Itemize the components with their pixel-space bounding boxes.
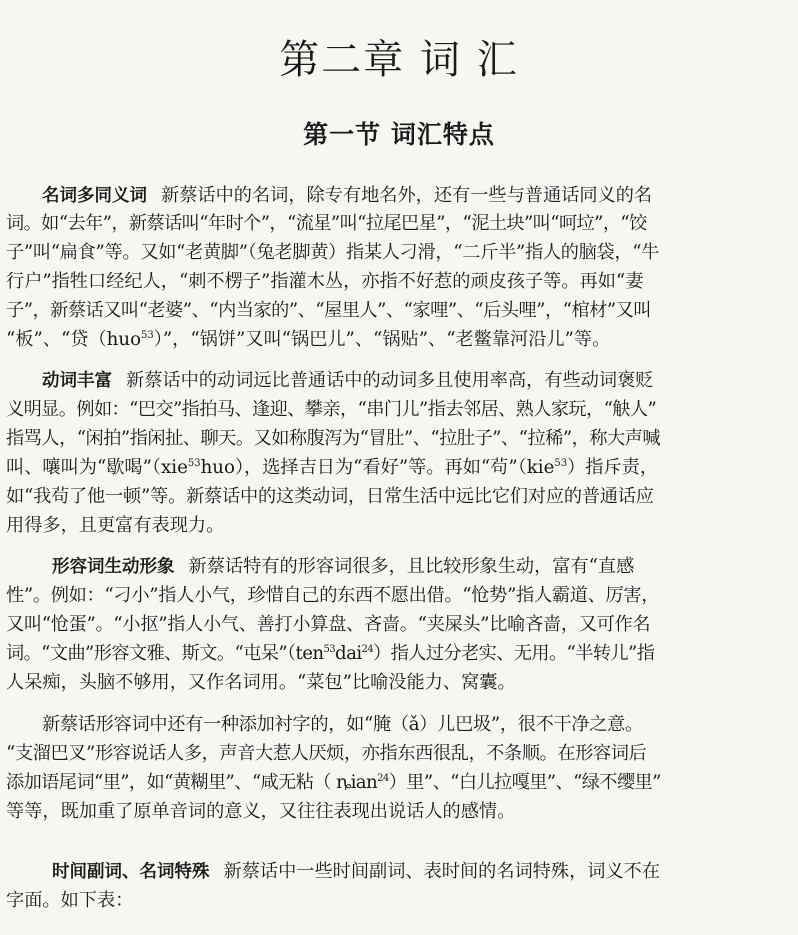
paragraph-line: “支溜巴叉”形容说话人多，声音大惹人厌烦，亦指东西很乱，不条顺。在形容词后 [6,743,647,764]
paragraph-line: 指骂人，“闲拍”指闲扯、聊天。又如称腹泻为“冒肚”、“拉肚子”、“拉稀”，称大声喊 [6,428,661,449]
paragraph-line: 叫、嚷叫为“歇喝”（xie$^{53}$huo），选择吉日为“看好”等。再如“茍”（kie$^{53}$）指斥责， [6,457,659,478]
paragraph-line: 添加语尾词“里”，如“黄糊里”、“咸无粘（ ȵian$^{24}$）里”、“白儿拉嘎里”、“绿不缨里” [6,772,661,793]
paragraph-line: 又叫“怆蛋”。“小抠”指人小气、善打小算盘、吝啬。“夹屎头”比喻吝啬，又可作名 [6,614,651,635]
paragraph-line: 如“我茍了他一顿”等。新蔡话中的这类动词，日常生活中远比它们对应的普通话应 [6,486,654,507]
paragraph-line: 子”叫“扁食”等。又如“老黄脚”（兔老脚黄）指某人刁滑，“二斤半”指人的脑袋，“牛 [6,242,660,263]
paragraph-line: 人呆痴，头脑不够用，又作名词用。“菜包”比喻没能力、窝囊。 [6,672,516,693]
paragraph-line: 行户”指牲口经纪人，“刺不楞子”指灌木丛，亦指不好惹的顽皮孩子等。再如“妻 [6,271,644,292]
paragraph-heading: 动词丰富 [42,371,112,391]
paragraph-line: 词。如“去年”，新蔡话叫“年时个”，“流星”叫“拉尾巴星”，“泥土块”叫“呵垃”，“饺 [6,213,647,234]
paragraph-heading: 时间副词、名词特殊 [52,862,210,882]
paragraph-heading: 形容词生动形象 [52,557,175,577]
chapter-title: 第二章 词 汇 [279,37,519,83]
paragraph-line: 动词丰富 新蔡话中的动词远比普通话中的动词多且使用率高，有些动词褒贬 [42,370,654,391]
paragraph-line: 词。“文曲”形容文雅、斯文。“屯呆”（ten$^{53}$dai$^{24}$）指人过分老实、无用。“半转儿”指 [6,643,655,664]
paragraph-line: 名词多同义词 新蔡话中的名词，除专有地名外，还有一些与普通话同义的名 [42,185,653,206]
paragraph-line: 义明显。例如：“巴交”指拍马、逢迎、攀亲，“串门儿”指去邻居、熟人家玩，“觖人” [6,399,657,420]
paragraph-line: 子”，新蔡话又叫“老婆”、“内当家的”、“屋里人”、“家哩”、“后头哩”，“棺材”又叫 [6,300,651,321]
section-title: 第一节 词汇特点 [303,120,495,149]
paragraph-line: 形容词生动形象 新蔡话特有的形容词很多，且比较形象生动，富有“直感 [52,556,635,577]
paragraph-line: “板”、“贷（huo$^{53}$）”，“锅饼”又叫“锅巴儿”、“锅贴”、“老鳖靠河沿儿”等。 [6,329,611,350]
paragraph-line: 时间副词、名词特殊 新蔡话中一些时间副词、表时间的名词特殊，词义不在 [52,861,661,882]
paragraph-line: 性”。例如：“刁小”指人小气，珍惜自己的东西不愿出借。“怆势”指人霸道、厉害， [6,585,660,606]
paragraph-line: 用得多，且更富有表现力。 [6,515,225,536]
paragraph-line: 新蔡话形容词中还有一种添加衬字的，如“腌（ǎ）儿巴圾”，很不干净之意。 [42,714,643,735]
paragraph-heading: 名词多同义词 [42,186,147,206]
paragraph-line: 等等，既加重了原单音词的意义，又往往表现出说话人的感情。 [6,801,516,822]
paragraph-line: 字面。如下表： [6,890,134,911]
